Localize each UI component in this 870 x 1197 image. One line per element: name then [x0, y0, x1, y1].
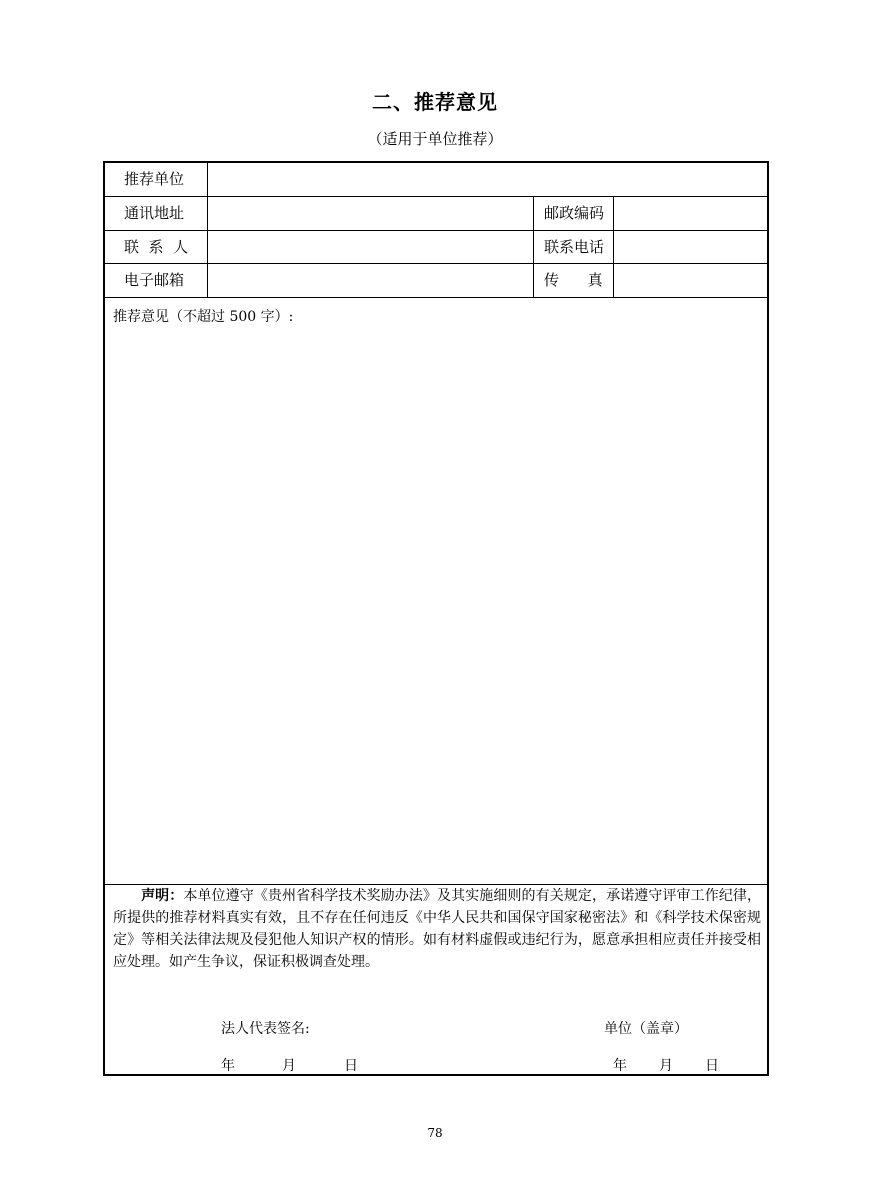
row-email [105, 264, 767, 298]
declaration-text [113, 885, 761, 973]
address-field[interactable] [208, 197, 533, 230]
left-date-year: 年 [221, 1058, 235, 1074]
recommending-unit-field[interactable] [208, 163, 768, 196]
right-date-month: 月 [659, 1058, 673, 1074]
row-address [105, 197, 767, 231]
declaration-section [105, 885, 767, 1074]
contact-person-label: 联 系 人 [124, 238, 189, 256]
legal-rep-signature-label: 法人代表签名: [221, 1021, 310, 1037]
opinion-box[interactable] [105, 298, 767, 885]
row-recommending-unit [105, 163, 767, 197]
opinion-label: 推荐意见（不超过 500 字）: [113, 309, 294, 325]
fax-field[interactable] [614, 264, 767, 297]
left-date-day: 日 [344, 1058, 358, 1074]
page-title: 二、推荐意见 [372, 90, 498, 114]
recommendation-form [103, 161, 769, 1076]
declaration-body: 本单位遵守《贵州省科学技术奖励办法》及其实施细则的有关规定，承诺遵守评审工作纪律，所提供的推荐材料真实有效，且不存在任何违反《中华人民共和国保守国家秘密法》和《科学技术保密规定》等相关法律法规及侵犯他人知识产权的情形。如有材料虚假或违纪行为，愿意承担相应责任并接受相应处理。如产生争议，保证积极调查处理。 [113, 888, 762, 970]
phone-field[interactable] [614, 231, 767, 263]
right-date-day: 日 [705, 1058, 719, 1074]
fax-label: 传 真 [544, 271, 603, 289]
page-number: 78 [427, 1126, 443, 1140]
page-subtitle: （适用于单位推荐） [367, 130, 503, 148]
postal-code-field[interactable] [614, 197, 767, 230]
postal-code-label: 邮政编码 [544, 204, 605, 222]
unit-seal-label: 单位（盖章） [604, 1021, 688, 1037]
row-contact [105, 231, 767, 264]
left-date-month: 月 [282, 1058, 296, 1074]
email-label: 电子邮箱 [124, 271, 185, 289]
email-field[interactable] [208, 264, 533, 297]
declaration-lead: 声明： [141, 888, 184, 904]
recommending-unit-label: 推荐单位 [124, 170, 185, 188]
right-date-year: 年 [613, 1058, 627, 1074]
address-label: 通讯地址 [124, 204, 185, 222]
contact-person-field[interactable] [208, 231, 533, 263]
phone-label: 联系电话 [544, 238, 605, 256]
